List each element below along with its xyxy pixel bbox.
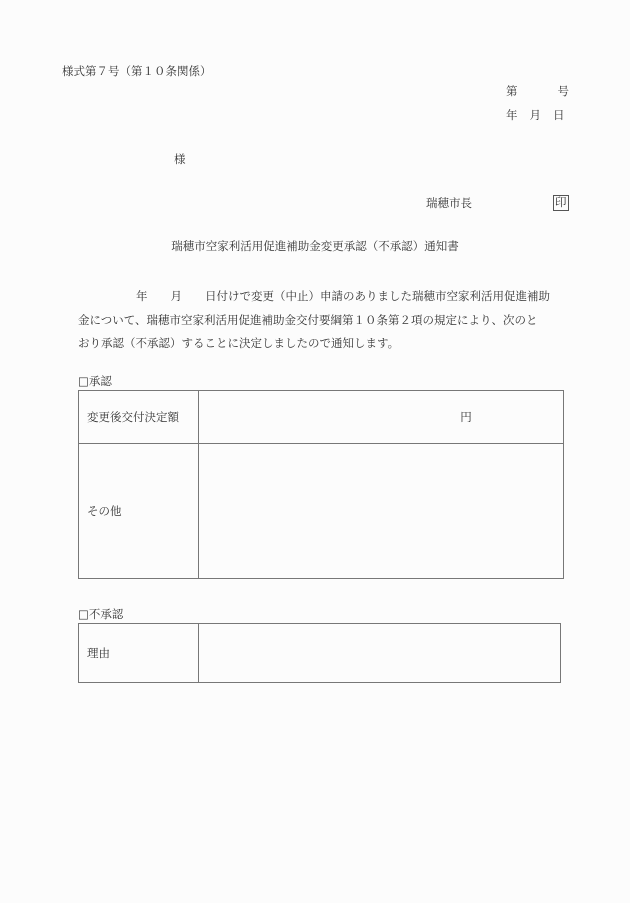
reason-field[interactable] xyxy=(199,624,561,683)
document-title: 瑞穂市空家利活用促進補助金変更承認（不承認）通知書 xyxy=(171,239,459,253)
approval-checkbox-label[interactable]: □承認 xyxy=(78,374,112,388)
other-label: その他 xyxy=(79,444,199,579)
issue-date xyxy=(506,110,565,122)
rejection-table xyxy=(78,623,561,683)
body-line-2: 金について、瑞穂市空家利活用促進補助金交付要綱第１０条第２項の規定により、次のと xyxy=(78,312,538,327)
body-line-3: おり承認（不承認）することに決定しましたので通知します。 xyxy=(78,336,400,350)
seal-mark: 印 xyxy=(555,195,567,209)
form-number: 様式第７号（第１０条関係） xyxy=(62,64,212,78)
document-number xyxy=(506,86,569,98)
table-row xyxy=(79,391,564,444)
rejection-checkbox-label[interactable]: □不承認 xyxy=(78,607,124,621)
other-field[interactable] xyxy=(199,444,564,579)
date-month: 月 xyxy=(529,108,541,122)
body-line-1: 年 月 日付けで変更（中止）申請のありました瑞穂市空家利活用促進補助 xyxy=(136,289,550,303)
approved-amount-field[interactable]: 円 xyxy=(199,391,564,444)
approval-table xyxy=(78,390,564,579)
issuer-name: 瑞穂市長 xyxy=(426,196,472,210)
table-row xyxy=(79,624,561,683)
reason-label: 理由 xyxy=(79,624,199,683)
doc-number-prefix: 第 xyxy=(506,84,518,98)
date-year: 年 xyxy=(506,108,518,122)
notice-body xyxy=(78,285,578,356)
addressee-honorific: 様 xyxy=(174,152,186,166)
approved-amount-label: 変更後交付決定額 xyxy=(79,391,199,444)
table-row xyxy=(79,444,564,579)
date-day: 日 xyxy=(553,108,565,122)
doc-number-suffix: 号 xyxy=(557,84,569,98)
